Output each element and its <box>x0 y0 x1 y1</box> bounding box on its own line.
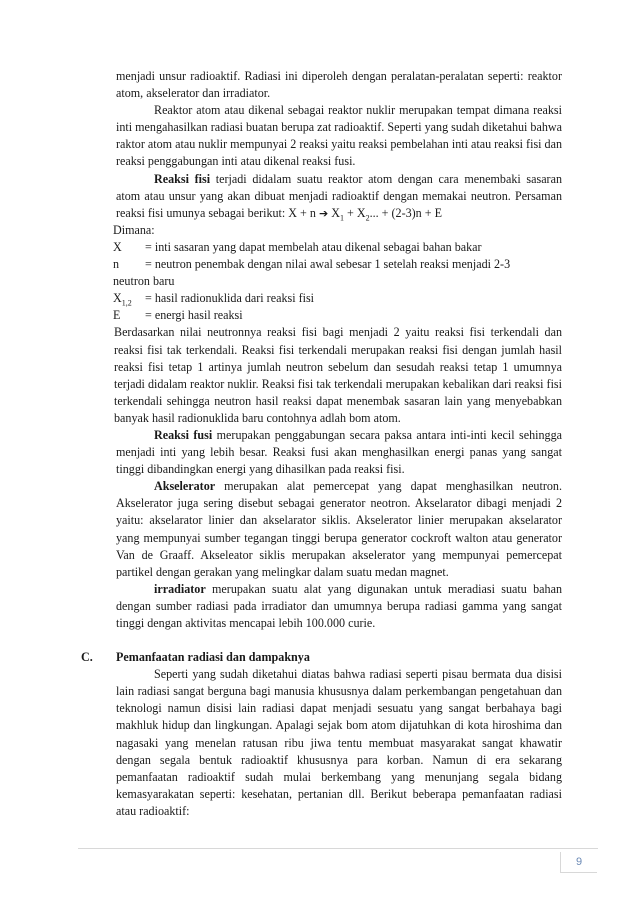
term-reaksi-fusi: Reaksi fusi <box>154 427 213 442</box>
paragraph-akselerator <box>116 478 562 581</box>
definition-symbol: $X_{1,2}$ <box>113 291 132 308</box>
eq-x-sub: 1 <box>339 213 344 223</box>
page-body <box>81 68 563 820</box>
paragraph-pemanfaatan: Seperti yang sudah diketahui diatas bahwa radiasi seperti pisau bermata dua disisi lain radiasi sangat berguna bagi manusia khususnya dalam perkembangan pengetahuan dan teknologi namun disisi lain radiasi dapat menjadi sesuatu yang sangat berbahaya bagi makhluk hidup dan lingkungan. Apalagi sejak bom atom dijatuhkan di kota hiroshima dan nagasaki yang menelan ratusan ribu jiwa tentu membuat masyarakat sangat khawatir dengan segala bentuk radioaktif khususnya para korban. Namun di era sekarang pemanfaatan radioaktif sudah mulai berkembang yang menunjang segala bidang kemasyarakatan seperti: kesehatan, pertanian dll. Berikut beberapa pemanfaatan radiasi atau radioaktif: <box>116 667 562 818</box>
eq-x: X <box>328 205 340 220</box>
page-number: 9 <box>560 852 597 873</box>
definition-text: = neutron penembak dengan nilai awal sebesar 1 setelah reaksi menjadi 2-3 <box>145 257 511 272</box>
definition-e <box>113 307 562 324</box>
footer-divider <box>78 848 598 849</box>
fisi-text: terjadi didalam suatu reaktor atom dengan cara menembaki sasaran atom atau unsur yang akan dibuat menjadi radioaktif dengan memakai neutron. Persaman reaksi fisi umunya sebagai berikut: X + n <box>116 171 563 220</box>
section-c-letter: C. <box>81 650 93 665</box>
arrow-icon: ➔ <box>318 206 329 220</box>
definition-x <box>113 239 562 256</box>
section-c-heading <box>81 649 562 666</box>
definition-symbol: X <box>113 239 122 254</box>
definition-text: = inti sasaran yang dapat membelah atau dikenal sebagai bahan bakar <box>145 239 482 254</box>
definition-symbol: n <box>113 257 120 272</box>
paragraph-fisi <box>116 171 562 222</box>
section-c-title: Pemanfaatan radiasi dan dampaknya <box>116 650 310 665</box>
akselerator-text: merupakan alat pemercepat yang dapat menghasilkan neutron. Akselerator juga sering disebut sebagai generator neotron. Akselarator dibagi menjadi 2 yaitu: akselarator linier dan akselarator siklis. Akselerator linier merupakan akselarator yang mempunyai sumber tegangan tinggi berupa generator cockroft walton atau generator Van de Graaff. Akseleator siklis merupakan akselerator yang mempunyai pemercepat partikel dengan gerakan yang melingkar dalam suatu medan magnet. <box>116 479 562 579</box>
definition-symbol: E <box>113 308 121 323</box>
irradiator-text: merupakan suatu alat yang digunakan untuk meradiasi suatu bahan dengan sumber radiasi pada irradiator dan umumnya berupa radiasi gamma yang sangat tinggi dengan aktivitas mencapai lebih 100.000 curie. <box>116 581 562 630</box>
paragraph-reaktor: Reaktor atom atau dikenal sebagai reaktor nuklir merupakan tempat dimana reaksi inti mengahasilkan radiasi buatan berupa zat radioaktif. Seperti yang sudah diketahui bahwa raktor atom atau nuklir mempunyai 2 reaksi yaitu reaksi pembelahan inti atau reaksi fisi dan reaksi penggabungan inti atau dikenal reaksi fusi. <box>116 103 562 169</box>
definition-x12 <box>113 290 562 307</box>
definition-n <box>113 256 562 273</box>
fusi-text: merupakan penggabungan secara paksa antara inti-inti kecil sehingga menjadi inti yang lebih besar. Reaksi fusi akan menghasilkan energi panas yang sangat tinggi dibandingkan energi yang dihasilkan pada reaksi fisi. <box>116 427 562 477</box>
eq-plus: + X <box>343 205 366 220</box>
definition-n-continued: neutron baru <box>113 274 175 289</box>
paragraph-neutron: Berdasarkan nilai neutronnya reaksi fisi bagi menjadi 2 yaitu reaksi fisi terkendali dan reaksi fisi tak terkendali. Reaksi fisi terkendali merupakan reaksi fisi dengan jumlah hasil reaksi fisi tetap 1 artinya jumlah neutron sebelum dan sesudah reaksi tetap 1 umumnya terjadi didalam reaktor nuklir. Reaksi fisi tak terkendali merupakan kebalikan dari reaksi fisi terkendali sehingga neutron hasil reaksi dapat menembak sasaran lain yang menyebabkan banyak hasil radionuklida baru contohnya adlah bom atom. <box>114 325 562 425</box>
dimana-label: Dimana: <box>113 222 155 237</box>
definition-symbol-sub: 1,2 <box>121 298 132 308</box>
definition-text: = hasil radionuklida dari reaksi fisi <box>145 291 315 306</box>
definition-text: = energi hasil reaksi <box>145 308 243 323</box>
term-irradiator: irradiator <box>154 581 206 596</box>
term-reaksi-fisi: Reaksi fisi <box>154 171 211 186</box>
paragraph-fusi <box>116 427 562 478</box>
term-akselerator: Akselerator <box>154 479 216 494</box>
paragraph-intro: menjadi unsur radioaktif. Radiasi ini diperoleh dengan peralatan-peralatan seperti: reaktor atom, akselerator dan irradiator. <box>116 69 562 101</box>
eq-rest: ... + (2-3)n + E <box>369 205 442 220</box>
eq-x2-sub: 2 <box>365 213 370 223</box>
paragraph-irradiator <box>116 581 562 632</box>
